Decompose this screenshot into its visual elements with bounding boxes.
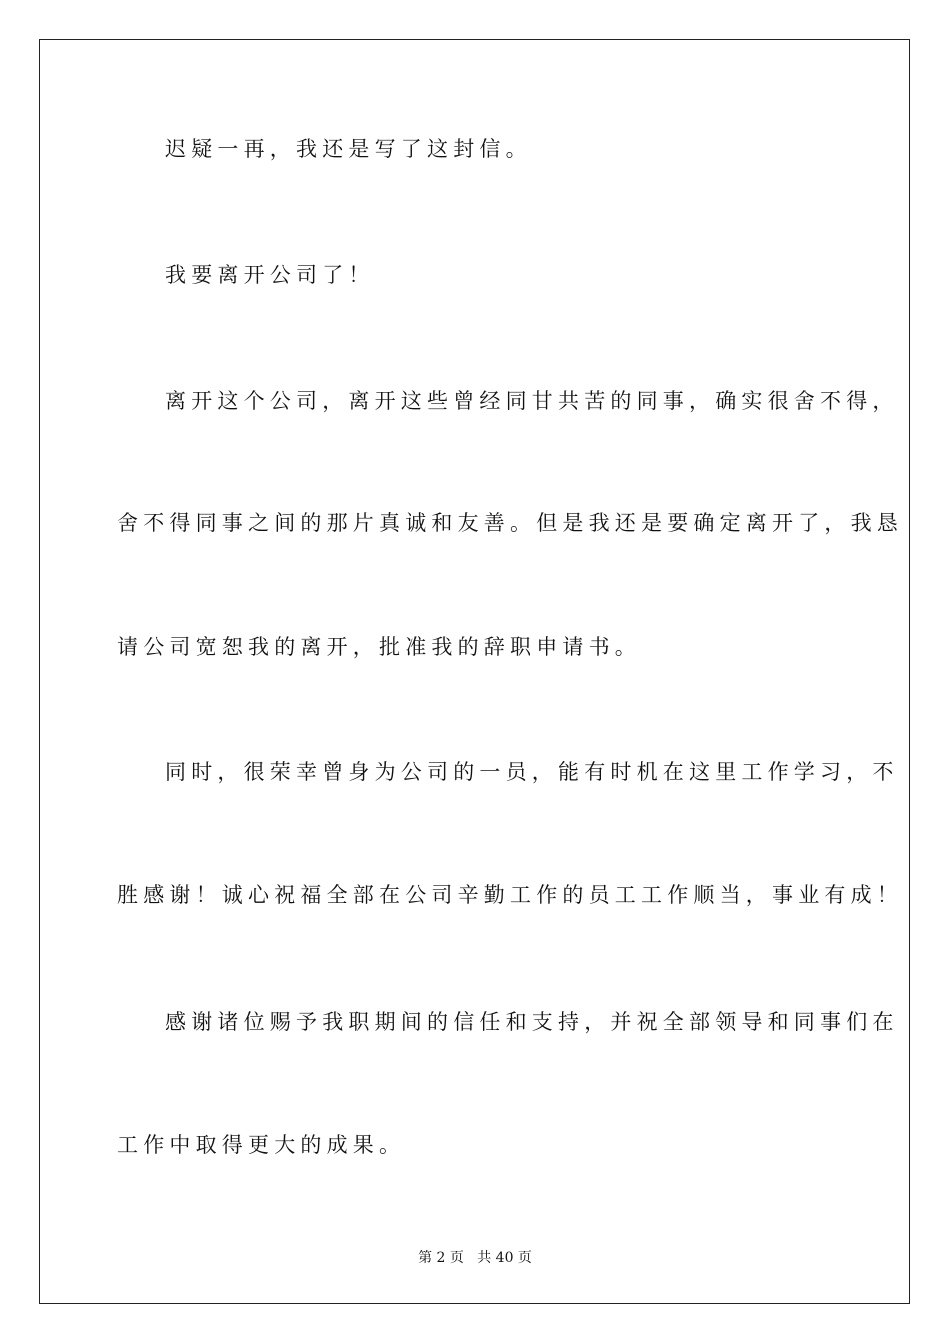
page-border bbox=[39, 39, 910, 1304]
paragraph-line-9: 工作中取得更大的成果。 bbox=[117, 1133, 406, 1157]
paragraph-line-1: 迟疑一再，我还是写了这封信。 bbox=[165, 137, 532, 161]
paragraph-line-2: 我要离开公司了！ bbox=[165, 263, 375, 287]
page-number-footer: 第 2 页 共 40 页 bbox=[418, 1250, 532, 1266]
paragraph-line-6: 同时，很荣幸曾身为公司的一员，能有时机在这里工作学习，不 bbox=[165, 760, 899, 784]
paragraph-line-5: 请公司宽恕我的离开，批准我的辞职申请书。 bbox=[117, 635, 641, 659]
paragraph-line-7: 胜感谢！诚心祝福全部在公司辛勤工作的员工工作顺当，事业有成！ bbox=[117, 883, 903, 907]
paragraph-line-8: 感谢诸位赐予我职期间的信任和支持，并祝全部领导和同事们在 bbox=[165, 1010, 899, 1034]
paragraph-line-4: 舍不得同事之间的那片真诚和友善。但是我还是要确定离开了，我恳 bbox=[117, 511, 903, 535]
paragraph-line-3: 离开这个公司，离开这些曾经同甘共苦的同事，确实很舍不得， bbox=[165, 389, 899, 413]
